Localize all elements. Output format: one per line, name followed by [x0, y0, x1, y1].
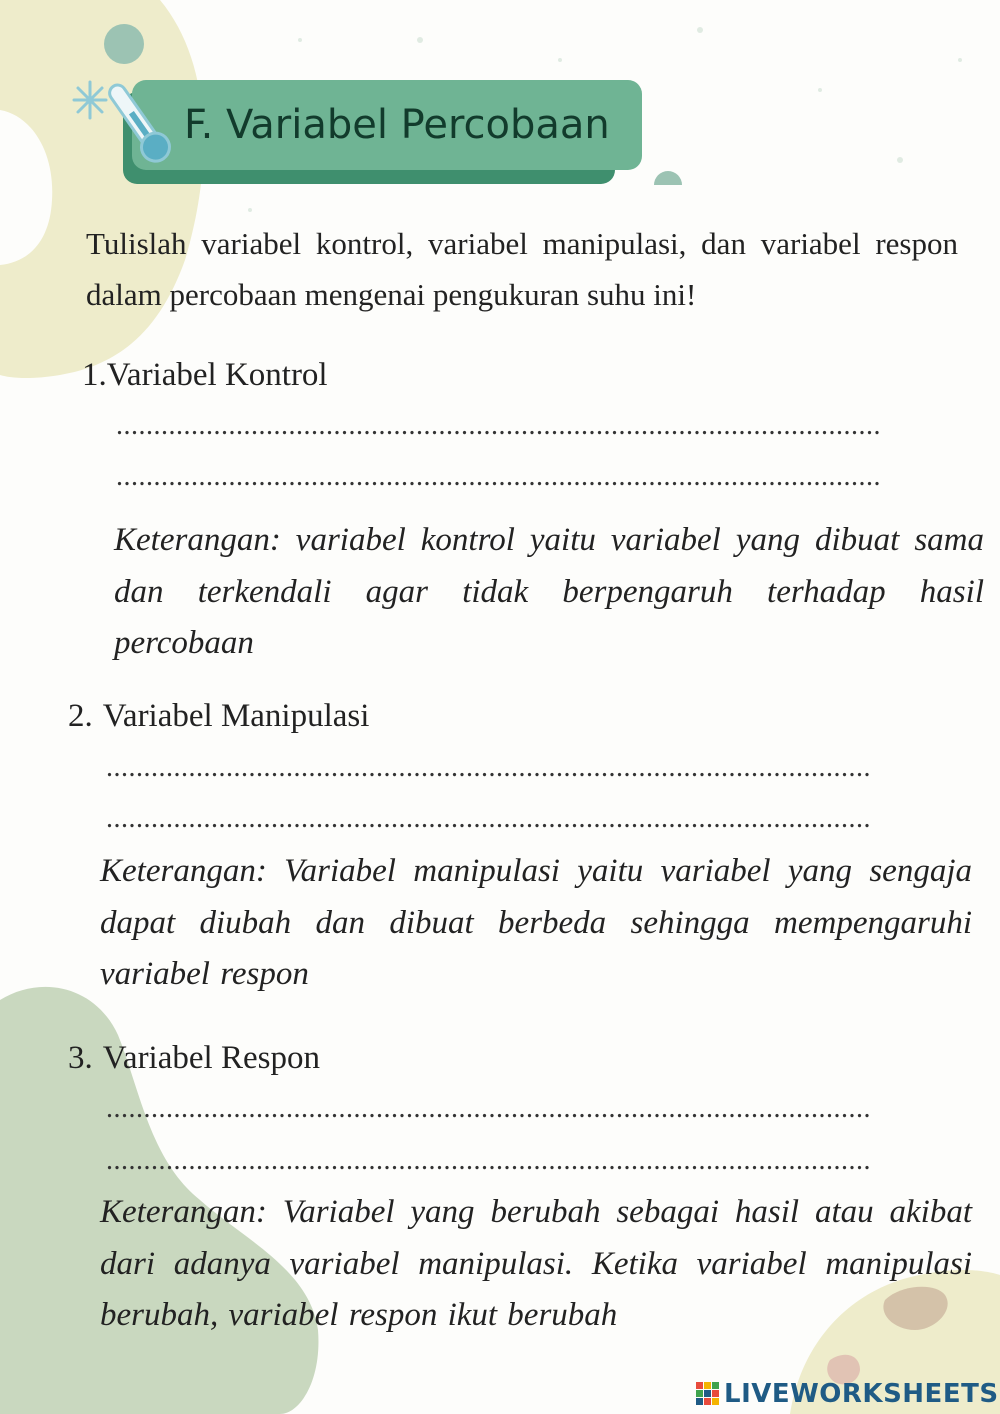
- item-2-title: Variabel Manipulasi: [102, 698, 370, 734]
- item-3-title: Variabel Respon: [102, 1040, 320, 1076]
- thermometer-icon: [70, 70, 180, 170]
- yellow-blob-top-left: [0, 0, 204, 378]
- item-3-note: Keterangan: Variabel yang berubah sebagai hasil atau akibat dari adanya variabel manipulasi. Ketika variabel manipulasi berubah, variabel respon ikut berubah: [100, 1194, 972, 1333]
- item-3-heading: [68, 1040, 320, 1077]
- liveworksheets-brand: [696, 1376, 999, 1412]
- answer-line-3a[interactable]: ......................................................................................................: [106, 1093, 871, 1124]
- header-banner: [132, 80, 642, 170]
- item-1-heading: [82, 357, 328, 394]
- item-3-number: 3.: [68, 1040, 93, 1076]
- item-2-number: 2.: [68, 698, 93, 734]
- teal-dot-top: [104, 24, 144, 64]
- liveworksheets-logo-icon: [696, 1382, 720, 1406]
- item-2-heading: [68, 698, 369, 735]
- item-1-title: Variabel Kontrol: [106, 357, 328, 393]
- answer-line-1b[interactable]: ......................................................................................................: [116, 461, 881, 492]
- answer-line-2b[interactable]: ......................................................................................................: [106, 803, 871, 834]
- item-1-note: Keterangan: variabel kontrol yaitu variabel yang dibuat sama dan terkendali agar tidak berpengaruh terhadap hasil percobaan: [114, 522, 984, 661]
- page-title: F. Variabel Percobaan: [184, 102, 610, 148]
- instruction-text: Tulislah variabel kontrol, variabel manipulasi, dan variabel respon dalam percobaan mengenai pengukuran suhu ini!: [86, 226, 958, 312]
- brand-text: LIVEWORKSHEETS: [724, 1379, 999, 1409]
- teal-dot-right: [654, 171, 682, 185]
- answer-line-3b[interactable]: ......................................................................................................: [106, 1145, 871, 1176]
- item-1-number: 1.: [82, 357, 107, 393]
- answer-line-1a[interactable]: ......................................................................................................: [116, 410, 881, 441]
- answer-line-2a[interactable]: ......................................................................................................: [106, 752, 871, 783]
- item-2-note: Keterangan: Variabel manipulasi yaitu variabel yang sengaja dapat diubah dan dibuat berbeda sehingga mempengaruhi variabel respon: [100, 853, 972, 992]
